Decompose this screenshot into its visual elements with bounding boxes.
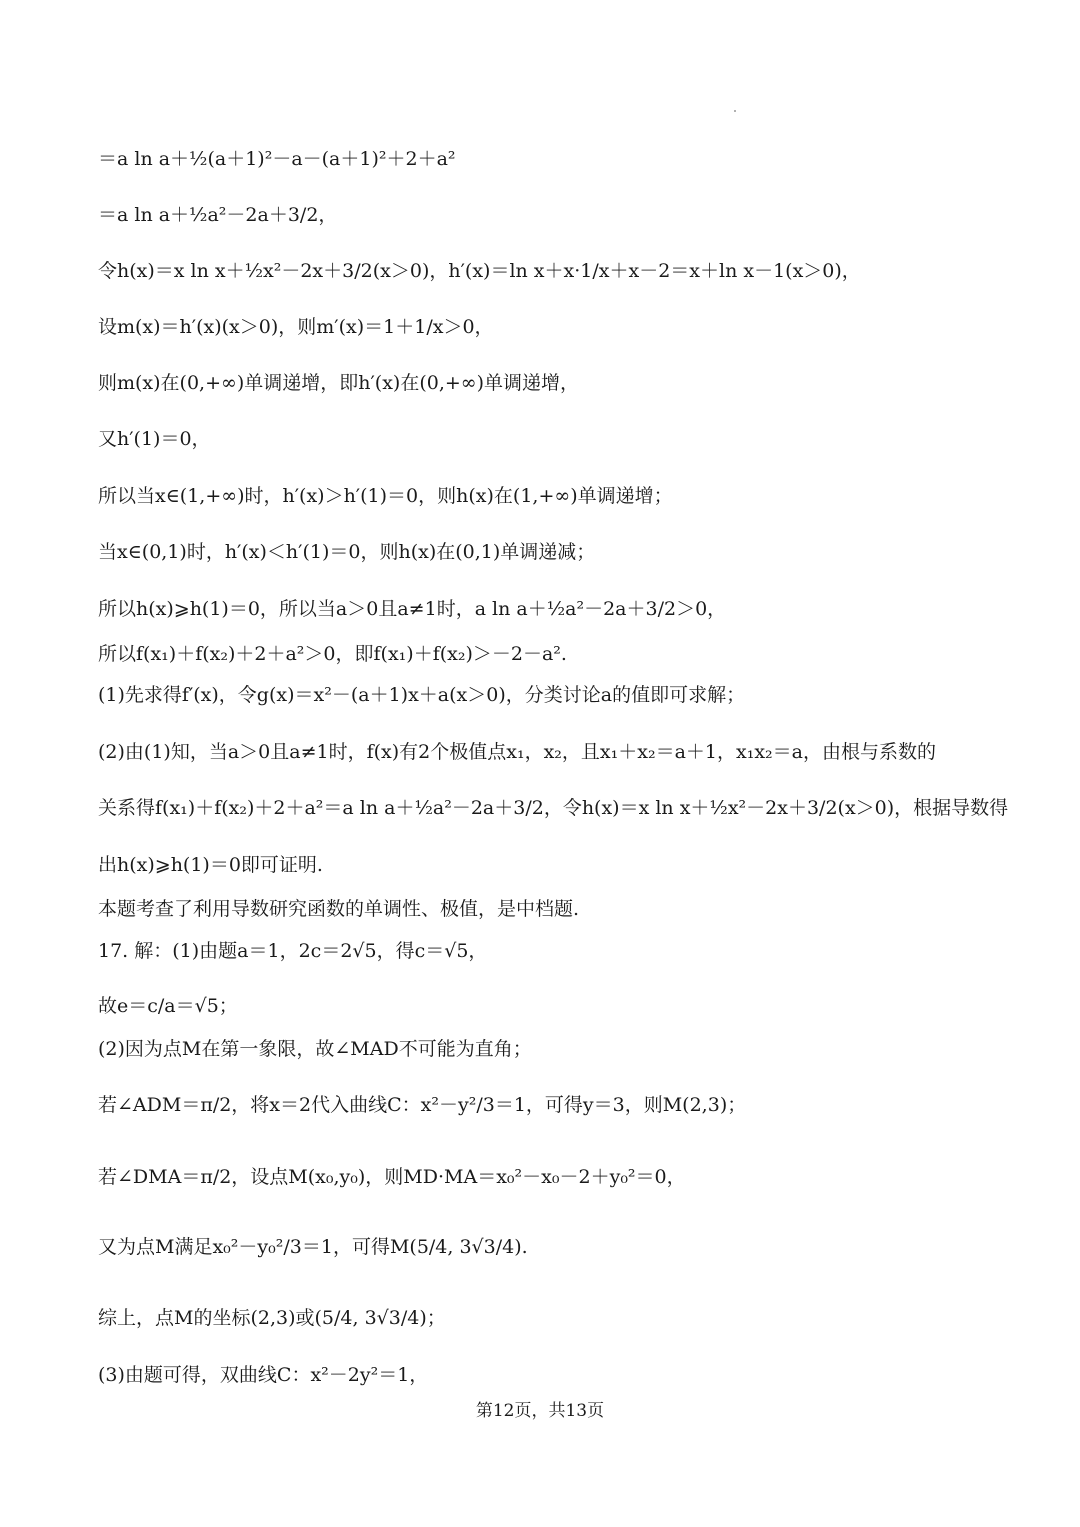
scan-speck [734, 110, 736, 112]
text-line-6: 又h′(1)＝0， [98, 428, 211, 450]
page-footer: 第12页，共13页 [475, 1401, 605, 1421]
text-line-15: 本题考查了利用导数研究函数的单调性、极值，是中档题. [98, 898, 580, 920]
text-line-3: 令h(x)＝x ln x＋½x²－2x＋3/2(x＞0)，h′(x)＝ln x＋x·1/x＋x－2＝x＋ln x－1(x＞0)， [98, 260, 861, 282]
text-line-23: (3)由题可得，双曲线C：x²－2y²＝1， [98, 1364, 429, 1386]
text-line-10: 所以f(x₁)＋f(x₂)＋2＋a²＞0，即f(x₁)＋f(x₂)＞－2－a². [98, 643, 567, 665]
text-line-13: 关系得f(x₁)＋f(x₂)＋2＋a²＝a ln a＋½a²－2a＋3/2，令h(x)＝x ln x＋½x²－2x＋3/2(x＞0)，根据导数得 [98, 797, 1009, 819]
text-line-12: (2)由(1)知，当a＞0且a≠1时，f(x)有2个极值点x₁，x₂，且x₁＋x₂＝a＋1，x₁x₂＝a，由根与系数的 [98, 741, 936, 763]
text-line-8: 当x∈(0,1)时，h′(x)＜h′(1)＝0，则h(x)在(0,1)单调递减； [98, 541, 596, 563]
text-line-22: 综上，点M的坐标(2,3)或(5/4, 3√3/4)； [98, 1307, 446, 1329]
text-line-19: 若∠ADM＝π/2，将x＝2代入曲线C：x²－y²/3＝1，可得y＝3，则M(2,3)； [98, 1094, 747, 1116]
text-line-2: ＝a ln a＋½a²－2a＋3/2， [98, 204, 338, 226]
text-line-7: 所以当x∈(1,+∞)时，h′(x)＞h′(1)＝0，则h(x)在(1,+∞)单调递增； [98, 485, 673, 507]
text-line-16: 17. 解：(1)由题a＝1，2c＝2√5，得c＝√5， [98, 940, 488, 962]
text-line-20: 若∠DMA＝π/2，设点M(x₀,y₀)，则MD·MA＝x₀²－x₀－2＋y₀²＝0， [98, 1166, 686, 1188]
text-line-11: (1)先求得f′(x)，令g(x)＝x²－(a＋1)x＋a(x＞0)，分类讨论a的值即可求解； [98, 684, 746, 706]
text-line-4: 设m(x)＝h′(x)(x＞0)，则m′(x)＝1＋1/x＞0， [98, 316, 494, 338]
text-line-1: ＝a ln a＋½(a＋1)²－a－(a＋1)²＋2＋a² [98, 148, 456, 170]
text-line-18: (2)因为点M在第一象限，故∠MAD不可能为直角； [98, 1038, 532, 1060]
text-line-17: 故e＝c/a＝√5； [98, 995, 238, 1017]
text-line-14: 出h(x)⩾h(1)＝0即可证明. [98, 854, 323, 876]
text-line-5: 则m(x)在(0,+∞)单调递增，即h′(x)在(0,+∞)单调递增， [98, 372, 580, 394]
text-line-9: 所以h(x)⩾h(1)＝0，所以当a＞0且a≠1时，a ln a＋½a²－2a＋3/2＞0， [98, 598, 727, 620]
text-line-21: 又为点M满足x₀²－y₀²/3＝1，可得M(5/4, 3√3/4). [98, 1236, 528, 1258]
